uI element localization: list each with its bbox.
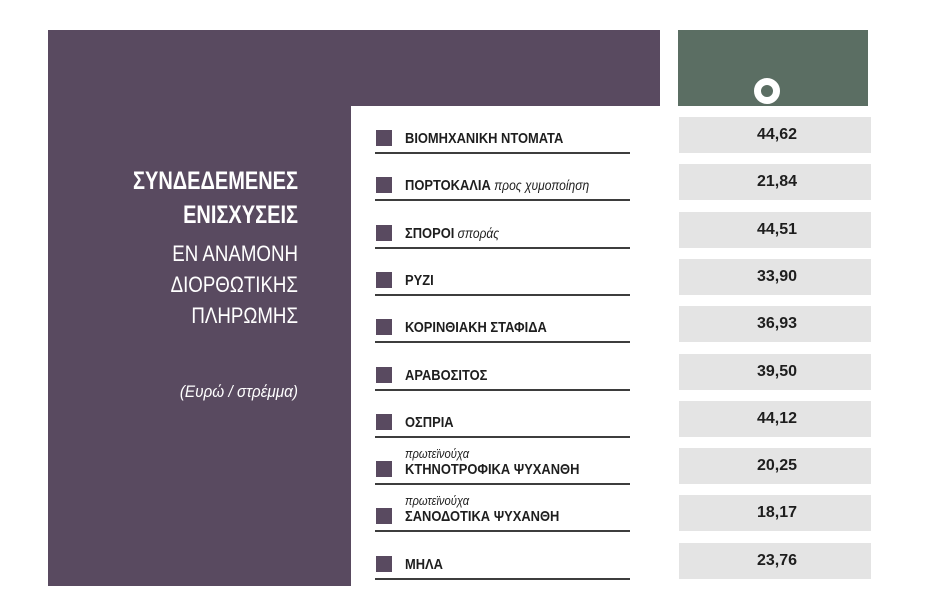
value-cell — [679, 401, 871, 437]
chart-subtitle — [96, 238, 298, 331]
table-row — [375, 221, 630, 249]
row-label — [405, 494, 559, 525]
value-label: 36,93 — [756, 315, 797, 333]
bullet-square-icon — [376, 508, 392, 524]
table-row — [375, 126, 630, 154]
bullet-square-icon — [376, 319, 392, 335]
value-label: 18,17 — [756, 504, 797, 522]
row-label — [405, 130, 563, 147]
table-row — [375, 410, 630, 438]
bullet-square-icon — [376, 556, 392, 572]
row-label-prefix: πρωτεϊνούχα — [405, 493, 470, 509]
title-line: ΕΝΙΣΧΥΣΕΙΣ — [183, 201, 298, 229]
bullet-square-icon — [376, 177, 392, 193]
row-label-main: ΚΤΗΝΟΤΡΟΦΙΚΑ ΨΥΧΑΝΘΗ — [405, 461, 580, 479]
bullet-square-icon — [376, 461, 392, 477]
row-label — [405, 272, 434, 289]
row-label — [405, 225, 499, 242]
bullet-square-icon — [376, 272, 392, 288]
value-cell — [679, 117, 871, 153]
value-cell — [679, 448, 871, 484]
value-cell — [679, 543, 871, 579]
value-cell — [679, 212, 871, 248]
table-row — [375, 268, 630, 296]
value-cell — [679, 495, 871, 531]
value-cell — [679, 164, 871, 200]
ring-icon — [754, 78, 780, 104]
subtitle-line: ΕΝ ΑΝΑΜΟΝΗ — [172, 241, 298, 266]
row-label-main: ΣΑΝΟΔΟΤΙΚΑ ΨΥΧΑΝΘΗ — [405, 508, 560, 526]
row-label — [405, 556, 443, 573]
table-row — [375, 173, 630, 201]
value-label: 44,51 — [756, 220, 797, 238]
bullet-square-icon — [376, 367, 392, 383]
subtitle-line: ΔΙΟΡΘΩΤΙΚΗΣ — [170, 272, 298, 297]
bullet-square-icon — [376, 130, 392, 146]
value-label: 44,12 — [756, 409, 797, 427]
table-row — [375, 363, 630, 391]
row-label — [405, 367, 487, 384]
row-label-main: ΒΙΟΜΗΧΑΝΙΚΗ ΝΤΟΜΑΤΑ — [405, 130, 564, 147]
bullet-square-icon — [376, 414, 392, 430]
value-label: 33,90 — [756, 267, 797, 285]
value-label: 39,50 — [756, 362, 797, 380]
table-row — [375, 493, 630, 532]
value-label: 44,62 — [756, 126, 797, 143]
row-label — [405, 414, 454, 431]
row-label-qualifier: σποράς — [454, 224, 500, 241]
row-label-main: ΡΥΖΙ — [405, 271, 434, 289]
table-row — [375, 552, 630, 580]
value-label: 20,25 — [756, 457, 797, 475]
row-label-main: ΑΡΑΒΟΣΙΤΟΣ — [405, 366, 488, 384]
table-row — [375, 315, 630, 343]
value-label: 21,84 — [756, 173, 797, 191]
row-label-main: ΜΗΛΑ — [405, 555, 443, 573]
row-label-main: ΣΠΟΡΟΙ — [405, 224, 455, 242]
table-row — [375, 446, 630, 485]
title-line: ΣΥΝΔΕΔΕΜΕΝΕΣ — [132, 167, 298, 195]
value-cell — [679, 354, 871, 390]
row-label — [405, 319, 547, 336]
row-label-main: ΟΣΠΡΙΑ — [405, 413, 454, 431]
row-label — [405, 447, 579, 478]
subtitle-line: ΠΛΗΡΩΜΗΣ — [191, 303, 298, 328]
value-cell — [679, 259, 871, 295]
bullet-square-icon — [376, 225, 392, 241]
value-cell — [679, 306, 871, 342]
row-label-main: ΚΟΡΙΝΘΙΑΚΗ ΣΤΑΦΙΔΑ — [405, 319, 547, 337]
unit-label: (Ευρώ / στρέμμα) — [179, 382, 298, 401]
value-label: 23,76 — [756, 551, 797, 569]
chart-title — [108, 164, 298, 232]
row-label-main: ΠΟΡΤΟΚΑΛΙΑ — [405, 177, 491, 195]
row-label — [405, 177, 589, 194]
row-label-prefix: πρωτεϊνούχα — [405, 446, 470, 462]
row-label-qualifier: προς χυμοποίηση — [490, 177, 590, 194]
